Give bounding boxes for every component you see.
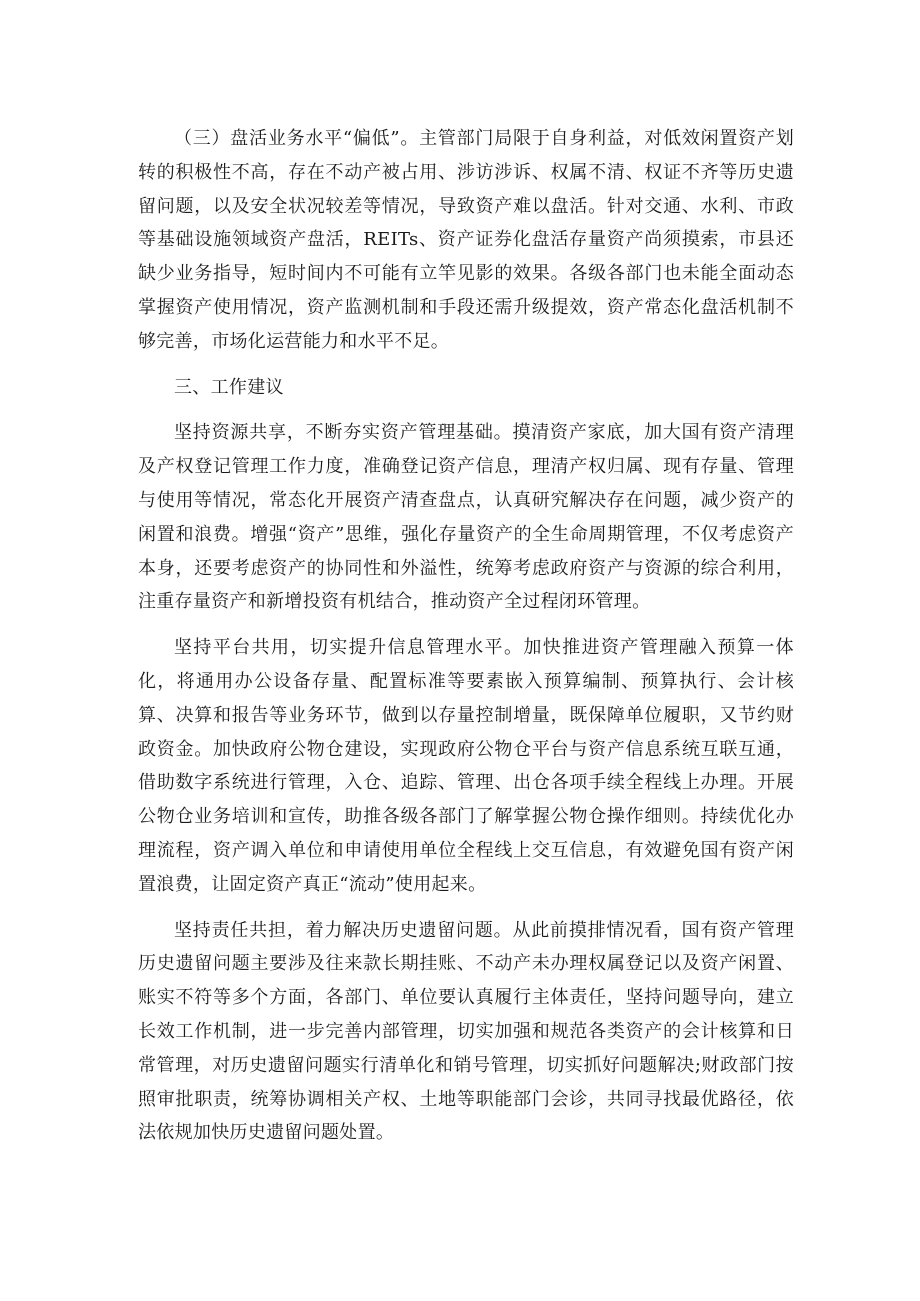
paragraph-asset-revitalization: （三）盘活业务水平“偏低”。主管部门局限于自身利益，对低效闲置资产划转的积极性不高，存在不动产被占用、涉访涉诉、权属不清、权证不齐等历史遗留问题，以及安全状况较差等情况，导致资产难以盘活。针对交通、水利、市政等基础设施领域资产盘活，REITs、资产证券化盘活存量资产尚须摸索，市县还缺少业务指导，短时间内不可能有立竿见影的效果。各级各部门也未能全面动态掌握资产使用情况，资产监测机制和手段还需升级提效，资产常态化盘活机制不够完善，市场化运营能力和水平不足。 xyxy=(138,128,794,352)
document-page xyxy=(138,122,794,1150)
section-heading-work-suggestions: 三、工作建议 xyxy=(174,376,284,398)
paragraph-resource-sharing: 坚持资源共享，不断夯实资产管理基础。摸清资产家底，加大国有资产清理及产权登记管理工作力度，准确登记资产信息，理清产权归属、现有存量、管理与使用等情况，常态化开展资产清查盘点，认真研究解决存在问题，减少资产的闲置和浪费。增强“资产”思维，强化存量资产的全生命周期管理，不仅考虑资产本身，还要考虑资产的协同性和外溢性，统筹考虑政府资产与资源的综合利用，注重存量资产和新增投资有机结合，推动资产全过程闭环管理。 xyxy=(138,422,794,613)
paragraph-shared-responsibility: 坚持责任共担，着力解决历史遗留问题。从此前摸排情况看，国有资产管理历史遗留问题主要涉及往来款长期挂账、不动产未办理权属登记以及资产闲置、账实不符等多个方面，各部门、单位要认真履行主体责任，坚持问题导向，建立长效工作机制，进一步完善内部管理，切实加强和规范各类资产的会计核算和日常管理，对历史遗留问题实行清单化和销号管理，切实抓好问题解决;财政部门按照审批职责，统筹协调相关产权、土地等职能部门会诊，共同寻找最优路径，依法依规加快历史遗留问题处置。 xyxy=(138,919,794,1144)
paragraph-platform-sharing: 坚持平台共用，切实提升信息管理水平。加快推进资产管理融入预算一体化，将通用办公设备存量、配置标准等要素嵌入预算编制、预算执行、会计核算、决算和报告等业务环节，做到以存量控制增量，既保障单位履职，又节约财政资金。加快政府公物仓建设，实现政府公物仓平台与资产信息系统互联互通，借助数字系统进行管理，入仓、追踪、管理、出仓各项手续全程线上办理。开展公物仓业务培训和宣传，助推各级各部门了解掌握公物仓操作细则。持续优化办理流程，资产调入单位和申请使用单位全程线上交互信息，有效避免国有资产闲置浪费，让固定资产真正“流动”使用起来。 xyxy=(138,637,794,895)
